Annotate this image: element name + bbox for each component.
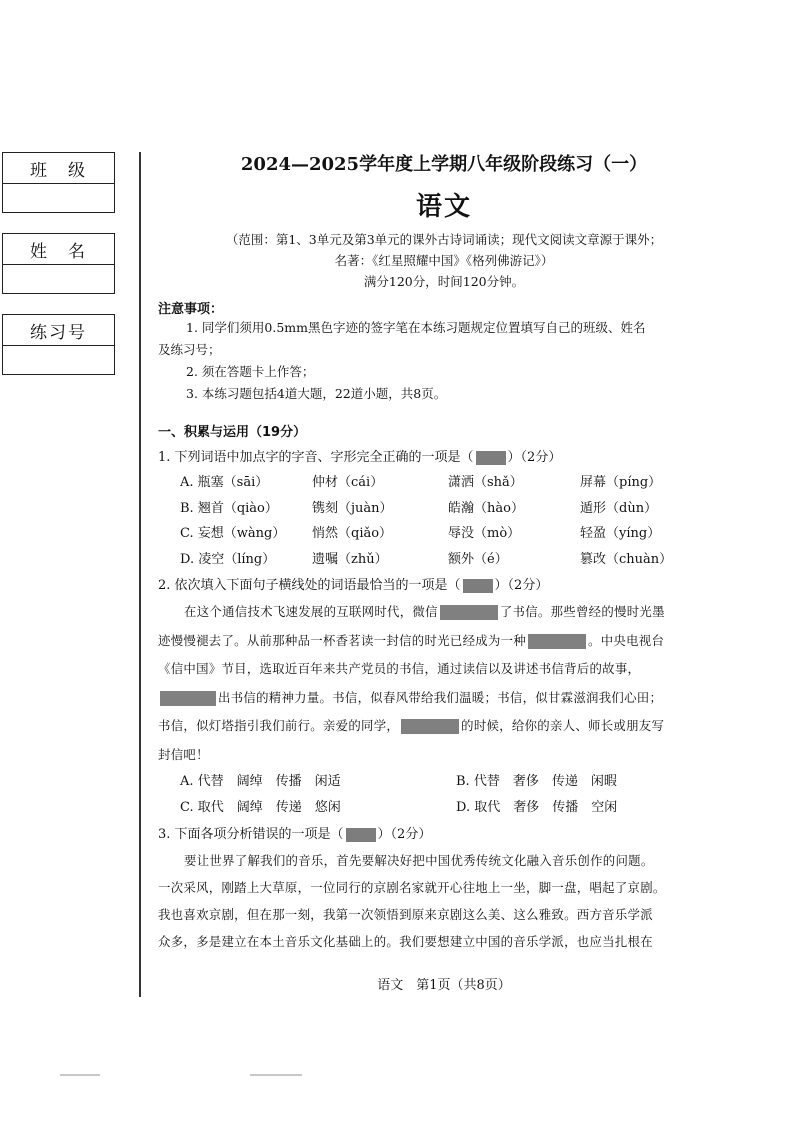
notes-title: 注意事项： [158, 302, 224, 317]
answer-blank [476, 451, 506, 465]
fill-blank [528, 634, 586, 649]
q1-option: D. 凌空（líng） [180, 551, 276, 567]
q2-passage: 在这个通信技术飞速发展的互联网时代，微信 了书信。那些曾经的慢时光墨 迹慢慢褪去了。从前那种品一杯香茗读一封信的时光已经成为一种 。中央电视台 《信中国》节目，选取近百年来共产党员的书信，通过读信以及讲述书信背后的故事， 出书信的精神力量。书信，似春风带给我们温暖；书信，似甘霖滋润我们心田； 书信，似灯塔指引我们前行。亲爱的同学， 的时候，给你的亲人、师长或朋友写 封信吧！ [158, 604, 665, 762]
q1-option: 屏幕（píng） [580, 475, 662, 490]
q1-option: C. 妄想（wàng） [180, 526, 286, 541]
q1-option: 潇洒（shǎ） [448, 475, 523, 490]
exam-content [158, 150, 730, 955]
q1-option: 皓瀚（hào） [448, 500, 524, 516]
q2-stem: 2. 依次填入下面句子横线处的词语最恰当的一项是（ [158, 578, 461, 593]
scan-smudge [250, 1074, 302, 1076]
q1-options [158, 470, 730, 572]
name-label: 姓 名 [3, 234, 114, 265]
class-label: 班 级 [3, 153, 114, 184]
notes-list [158, 317, 730, 405]
q2-option-d: D. 取代 奢侈 传播 空闲 [456, 800, 618, 815]
q1-stem: 1. 下列词语中加点字的字音、字形完全正确的一项是（ [158, 450, 474, 465]
q1-option: 悄然（qiǎo） [312, 526, 393, 541]
fill-blank [160, 691, 216, 706]
class-field[interactable] [3, 184, 114, 212]
question-3 [158, 823, 730, 847]
q1-option: 仲材（cái） [312, 475, 384, 490]
q2-option-a: A. 代替 阔绰 传播 闲适 [180, 774, 341, 789]
q1-option: 篡改（chuàn） [580, 551, 673, 567]
scope-line-2: 名著：《红星照耀中国》《格列佛游记》） [334, 253, 554, 268]
q1-option: 遗嘱（zhǔ） [312, 551, 388, 567]
name-box [2, 233, 115, 294]
q1-option: 轻盈（yíng） [580, 526, 661, 541]
note-1: 1. 同学们须用0.5mm黑色字迹的签字笔在本练习题规定位置填写自己的班级、姓名 [186, 320, 646, 335]
note-1-cont: 及练习号； [158, 342, 221, 357]
number-field[interactable] [3, 346, 114, 374]
q2-option-b: B. 代替 奢侈 传递 闲暇 [456, 774, 617, 789]
score-line: 满分120分，时间120分钟。 [363, 274, 525, 289]
subject-title: 语文 [415, 192, 472, 222]
answer-blank [346, 828, 376, 842]
fill-blank [440, 605, 498, 620]
note-2: 2. 须在答题卡上作答； [186, 364, 315, 379]
number-box [2, 314, 115, 375]
q1-option: 遁形（dùn） [580, 500, 658, 516]
answer-blank [463, 579, 493, 593]
q2-option-c: C. 取代 阔绰 传递 悠闲 [180, 800, 341, 815]
exam-title: 2024—2025学年度上学期八年级阶段练习（一） [240, 154, 648, 175]
note-3: 3. 本练习题包括4道大题，22道小题，共8页。 [186, 386, 447, 401]
fill-blank [401, 719, 459, 734]
q1-option: 额外（é） [448, 551, 508, 567]
page-footer: 语文 第1页（共8页） [377, 978, 511, 993]
exam-scope [158, 229, 730, 292]
class-box [2, 152, 115, 213]
scan-smudge [60, 1074, 100, 1076]
q2-tail: ）（2分） [494, 578, 549, 593]
binding-line [139, 152, 141, 997]
q3-passage: 要让世界了解我们的音乐，首先要解决好把中国优秀传统文化融入音乐创作的问题。 一次采风，刚踏上大草原，一位同行的京剧名家就开心往地上一坐，脚一盘，唱起了京剧。 我也喜欢京剧，但在那一刻，我第一次领悟到原来京剧这么美、这么雅致。西方音乐学派 众多，多是建立在本土音乐文化基础上的。我们要想建立中国的音乐学派，也应当扎根在 [158, 853, 666, 949]
scope-line-1: （范围：第1、3单元及第3单元的课外古诗词诵读；现代文阅读文章源于课外； [225, 232, 663, 247]
q1-option: 辱没（mò） [448, 526, 521, 541]
section-1-title: 一、积累与运用（19分） [158, 425, 307, 440]
question-1 [158, 446, 730, 470]
q1-tail: ）（2分） [507, 450, 562, 465]
q1-option: B. 翘首（qiào） [180, 500, 278, 516]
q1-option: 镌刻（juàn） [312, 500, 393, 516]
q1-option: A. 瓶塞（sāi） [180, 475, 269, 490]
q2-options [158, 769, 730, 821]
question-2 [158, 574, 730, 598]
number-label: 练习号 [3, 315, 114, 346]
q3-tail: ）（2分） [377, 827, 432, 842]
name-field[interactable] [3, 265, 114, 293]
q3-stem: 3. 下面各项分析错误的一项是（ [158, 827, 344, 842]
